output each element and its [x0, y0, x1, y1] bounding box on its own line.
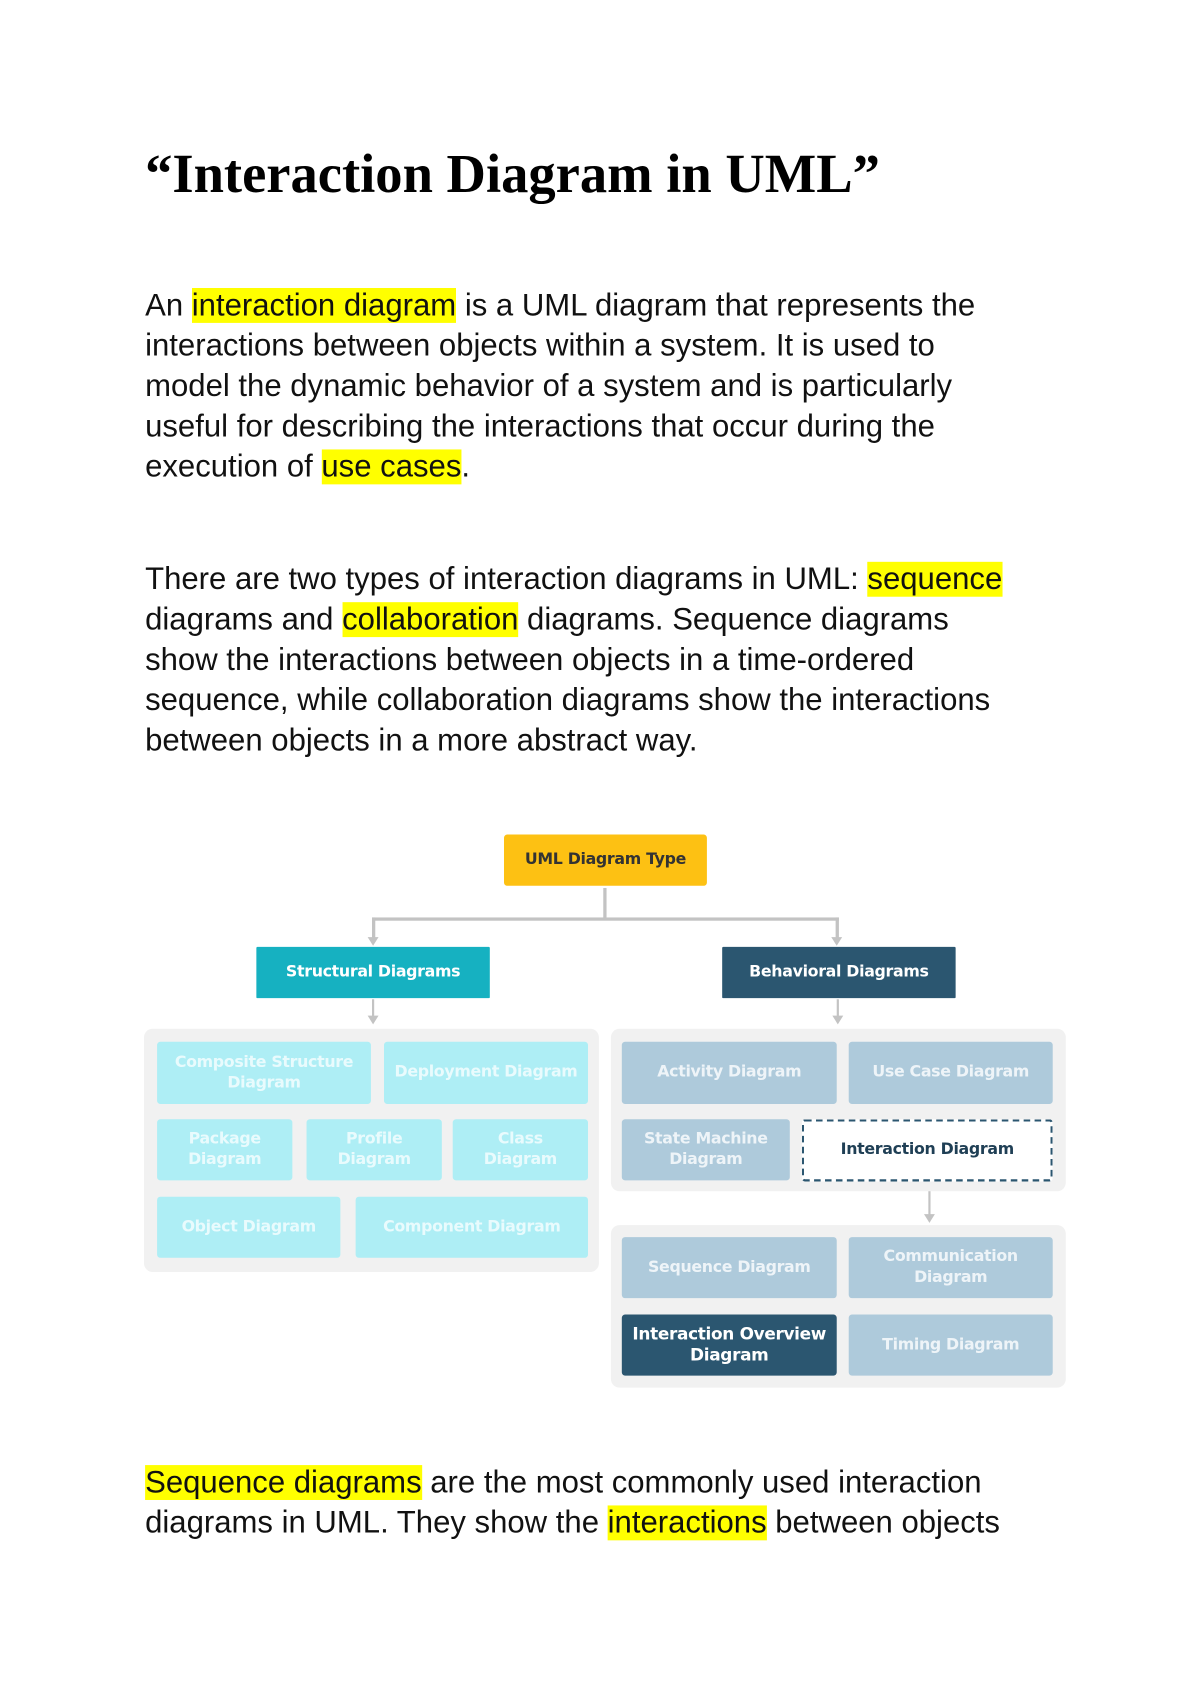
text-segment: . [461, 449, 471, 485]
text-segment: is a UML diagram that represents the [456, 287, 976, 323]
text-line [145, 447, 975, 487]
highlighted-text: Sequence diagrams [145, 1465, 422, 1500]
text-line [145, 367, 975, 407]
text-segment: model the dynamic behavior of a system and is particularly [145, 368, 953, 404]
arrow-head-icon [832, 1016, 843, 1025]
node-sequence: Sequence Diagram [622, 1237, 837, 1298]
text-line [145, 721, 1002, 761]
text-segment: execution of [145, 449, 322, 485]
paragraph-sequence [145, 1463, 1000, 1544]
text-line [145, 326, 975, 366]
node-interaction-diagram: Interaction Diagram [802, 1119, 1053, 1181]
node-communication: Communication Diagram [849, 1237, 1053, 1298]
text-segment: diagrams in UML. They show the [145, 1505, 608, 1541]
node-composite-structure: Composite Structure Diagram [157, 1042, 371, 1104]
connector-line [836, 917, 839, 939]
node-behavioral-diagrams: Behavioral Diagrams [722, 947, 955, 998]
text-line [145, 681, 1002, 721]
highlighted-text: interactions [607, 1505, 767, 1541]
text-segment: There are two types of interaction diagrams in UML: [145, 561, 868, 597]
connector-line [372, 917, 839, 920]
node-component: Component Diagram [356, 1197, 588, 1258]
paragraph-types [145, 560, 1002, 762]
connector-line [372, 999, 374, 1016]
text-segment: between objects [766, 1505, 1000, 1541]
text-segment: diagrams and [145, 602, 343, 638]
highlighted-text: sequence [867, 561, 1003, 597]
text-line [145, 640, 1002, 680]
node-object: Object Diagram [157, 1197, 340, 1258]
node-interaction-overview: Interaction Overview Diagram [622, 1315, 837, 1376]
node-class: Class Diagram [453, 1119, 588, 1180]
node-structural-diagrams: Structural Diagrams [256, 947, 489, 998]
connector-line [837, 999, 839, 1016]
arrow-head-icon [924, 1214, 935, 1223]
text-line [145, 1463, 1000, 1503]
connector-line [603, 888, 606, 919]
node-deployment: Deployment Diagram [384, 1042, 588, 1104]
node-profile: Profile Diagram [307, 1119, 442, 1180]
text-segment: sequence, while collaboration diagrams show the interactions [145, 682, 991, 718]
text-line [145, 407, 975, 447]
text-segment: between objects in a more abstract way. [145, 723, 698, 759]
paragraph-intro [145, 286, 975, 488]
text-segment: An [145, 287, 192, 323]
highlighted-text: collaboration [342, 602, 519, 638]
text-segment: show the interactions between objects in a time-ordered [145, 642, 915, 678]
node-state-machine: State Machine Diagram [622, 1119, 790, 1180]
arrow-head-icon [368, 937, 379, 946]
text-line [145, 600, 1002, 640]
text-segment: are the most commonly used interaction [421, 1465, 982, 1500]
node-activity: Activity Diagram [622, 1042, 837, 1104]
arrow-head-icon [831, 937, 842, 946]
arrow-head-icon [368, 1016, 379, 1025]
root-node-uml-diagram-type: UML Diagram Type [504, 835, 707, 886]
connector-line [372, 917, 375, 939]
text-line [145, 560, 1002, 600]
node-package: Package Diagram [157, 1119, 292, 1180]
text-segment: diagrams. Sequence diagrams [518, 602, 949, 638]
node-use-case: Use Case Diagram [849, 1042, 1053, 1104]
text-segment: interactions between objects within a system. It is used to [145, 328, 935, 364]
node-timing: Timing Diagram [849, 1315, 1053, 1376]
page-title: “Interaction Diagram in UML” [145, 142, 880, 204]
highlighted-text: use cases [321, 449, 462, 485]
highlighted-text: interaction diagram [191, 287, 457, 323]
text-line [145, 286, 975, 326]
text-line [145, 1503, 1000, 1543]
text-segment: useful for describing the interactions that occur during the [145, 409, 935, 444]
